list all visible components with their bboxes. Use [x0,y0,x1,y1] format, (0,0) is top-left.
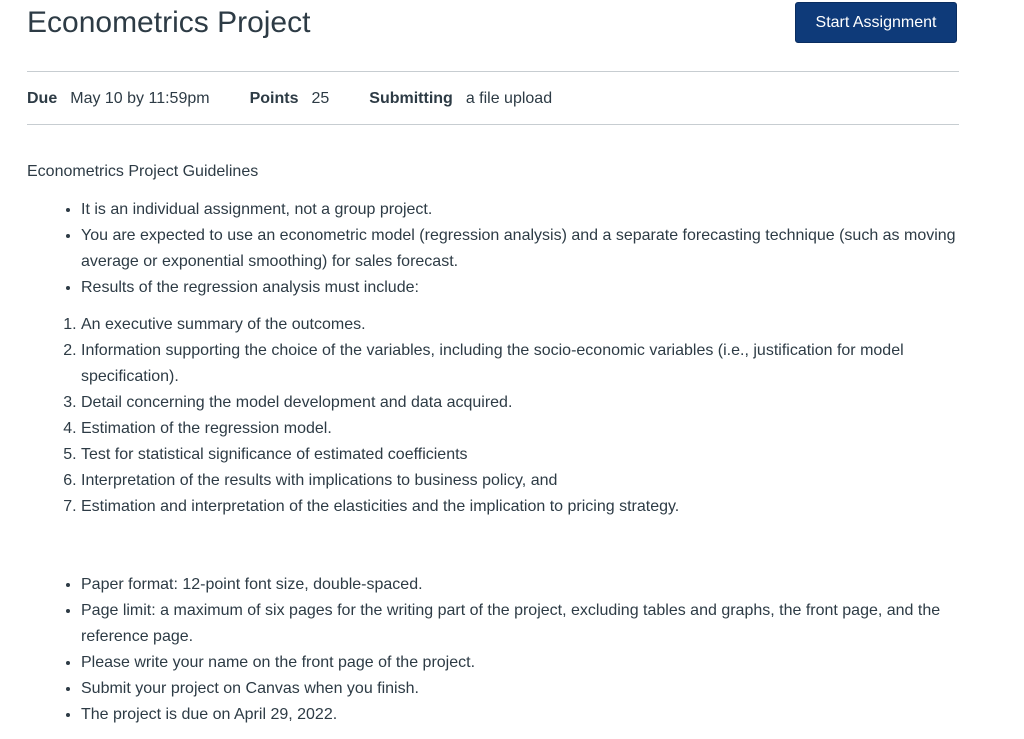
divider-bottom [27,124,959,125]
description-heading: Econometrics Project Guidelines [27,163,259,180]
list-item: 1. An executive summary of the outcomes. [81,312,957,338]
assignment-description [27,159,957,728]
page-title: Econometrics Project [27,6,311,39]
list-item: • The project is due on April 29, 2022. [81,702,957,728]
points-label: Points [249,90,299,107]
list-item: • You are expected to use an econometric model (regression analysis) and a separate forecasting technique (such as moving average or exponential smoothing) for sales forecast. [81,223,957,275]
due-label: Due [27,90,58,107]
points-value: 25 [311,90,330,107]
list-item: • Submit your project on Canvas when you finish. [81,676,957,702]
assignment-details [27,87,592,111]
guidelines-list [27,197,957,301]
regression-requirements-list [27,312,957,520]
points-group [250,87,330,111]
list-item: 2. Information supporting the choice of the variables, including the socio-economic variables (i.e., justification for model specification). [81,338,957,390]
list-item: 5. Test for statistical significance of estimated coefficients [81,442,957,468]
list-item: • Results of the regression analysis must include: [81,275,957,301]
list-item: 4. Estimation of the regression model. [81,416,957,442]
submitting-group [369,87,552,111]
submitting-label: Submitting [369,90,453,107]
submitting-value: a file upload [465,90,553,107]
list-item: 6. Interpretation of the results with implications to business policy, and [81,468,957,494]
list-item: • Page limit: a maximum of six pages for the writing part of the project, excluding tables and graphs, the front page, and the reference page. [81,598,957,650]
start-assignment-button[interactable]: Start Assignment [795,2,957,43]
list-item: • Please write your name on the front page of the project. [81,650,957,676]
format-requirements-list [27,572,957,728]
list-item: 3. Detail concerning the model development and data acquired. [81,390,957,416]
due-value: May 10 by 11:59pm [70,90,210,107]
list-item: • Paper format: 12-point font size, double-spaced. [81,572,957,598]
list-item: • It is an individual assignment, not a group project. [81,197,957,223]
list-item: 7. Estimation and interpretation of the elasticities and the implication to pricing strategy. [81,494,957,520]
divider-top [27,71,959,72]
due-group [27,87,210,111]
